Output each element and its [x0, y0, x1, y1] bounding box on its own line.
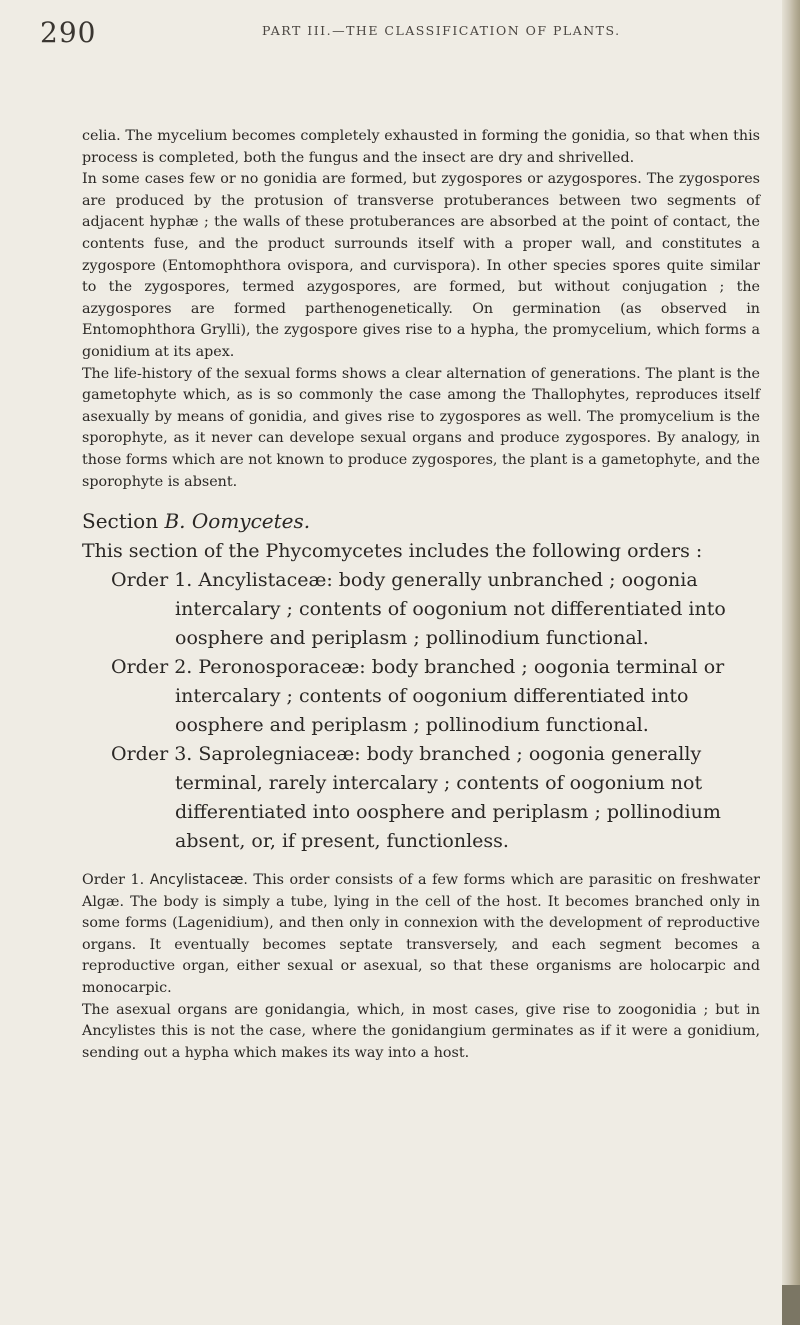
- paragraph-1: celia. The mycelium becomes completely exhausted in forming the gonidia, so that when this process is completed, both the fungus and the insect are dry and shrivelled.: [82, 128, 760, 166]
- order-name: Saprolegniaceæ: [198, 743, 355, 766]
- page-body: [82, 126, 760, 1064]
- order-1-detail-text: This order consists of a few forms which are parasitic on freshwater Algæ. The body is simply a tube, lying in the cell of the host. It becomes branched only in some forms (Lagenidium), and then only in connexion with the development of reproductive organs. It eventually becomes septate transversely, and each segment becomes a reproductive organ, either sexual or asexual, so that these organisms are holocarpic and monocarpic.: [82, 872, 760, 997]
- page-edge-shadow: [782, 0, 800, 1325]
- order-1-detail-name: Ancylistaceæ.: [149, 872, 248, 889]
- order-text: : body branched ; oogonia terminal or intercalary ; contents of oogonium differentiated into oosphere and periplasm ; pollinodium functional.: [175, 656, 725, 737]
- paragraph-2: In some cases few or no gonidia are formed, but zygospores or azygospores. The zygospores are produced by the protusion of transverse protuberances between two segments of adjacent hyphæ ; the walls of these protuberances are absorbed at the point of contact, the contents fuse, and the product surrounds itself with a proper wall, and constitutes a zygospore (Entomophthora ovispora, and curvispora). In other species spores quite similar to the zygospores, termed azygospores, are formed, but without conjugation ; the azygospores are formed parthenogenetically. On germination (as observed in Entomophthora Grylli), the zygospore gives rise to a hypha, the promycelium, which forms a gonidium at its apex.: [82, 171, 760, 360]
- paragraph-last: The asexual organs are gonidangia, which, in most cases, give rise to zoogonidia ; but in Ancylistes this is not the case, where the gonidangium germinates as if it were a gonidium, sending out a hypha which makes its way into a host.: [82, 1001, 760, 1061]
- running-head: PART III.—THE CLASSIFICATION OF PLANTS.: [262, 23, 621, 38]
- order-name: Ancylistaceæ: [198, 569, 327, 592]
- page-corner-shadow: [782, 1285, 800, 1325]
- order-summary-3: [82, 740, 760, 856]
- order-label: Order 1.: [111, 569, 193, 592]
- order-summary-2: [82, 653, 760, 740]
- paragraph-3: The life-history of the sexual forms shows a clear alternation of generations. The plant is the gametophyte which, as is so commonly the case among the Thallophytes, reproduces itself asexually by means of gonidia, and gives rise to zygospores as well. The promycelium is the sporophyte, as it never can develope sexual organs and produce zygospores. By analogy, in those forms which are not known to produce zygospores, the plant is a gametophyte, and the sporophyte is absent.: [82, 365, 760, 490]
- order-text: : body branched ; oogonia generally terminal, rarely intercalary ; contents of oogonium not differentiated into oosphere and periplasm ; pollinodium absent, or, if present, functionless.: [175, 743, 721, 853]
- section-label: Section: [82, 509, 159, 534]
- order-summary-1: [82, 566, 760, 653]
- section-letter: B.: [164, 509, 186, 534]
- section-intro: This section of the Phycomycetes includes the following orders :: [82, 540, 703, 563]
- order-1-detail: [82, 870, 760, 1000]
- order-name: Peronosporaceæ: [198, 656, 360, 679]
- order-label: Order 3.: [111, 743, 193, 766]
- order-1-detail-label: Order 1.: [82, 872, 145, 889]
- section-heading: [82, 508, 760, 534]
- order-label: Order 2.: [111, 656, 193, 679]
- order-text: : body generally unbranched ; oogonia intercalary ; contents of oogonium not differentiated into oosphere and periplasm ; pollinodium functional.: [175, 569, 726, 650]
- section-name: Oomycetes.: [191, 509, 311, 534]
- page-header: [40, 10, 740, 50]
- page-number: 290: [40, 16, 97, 49]
